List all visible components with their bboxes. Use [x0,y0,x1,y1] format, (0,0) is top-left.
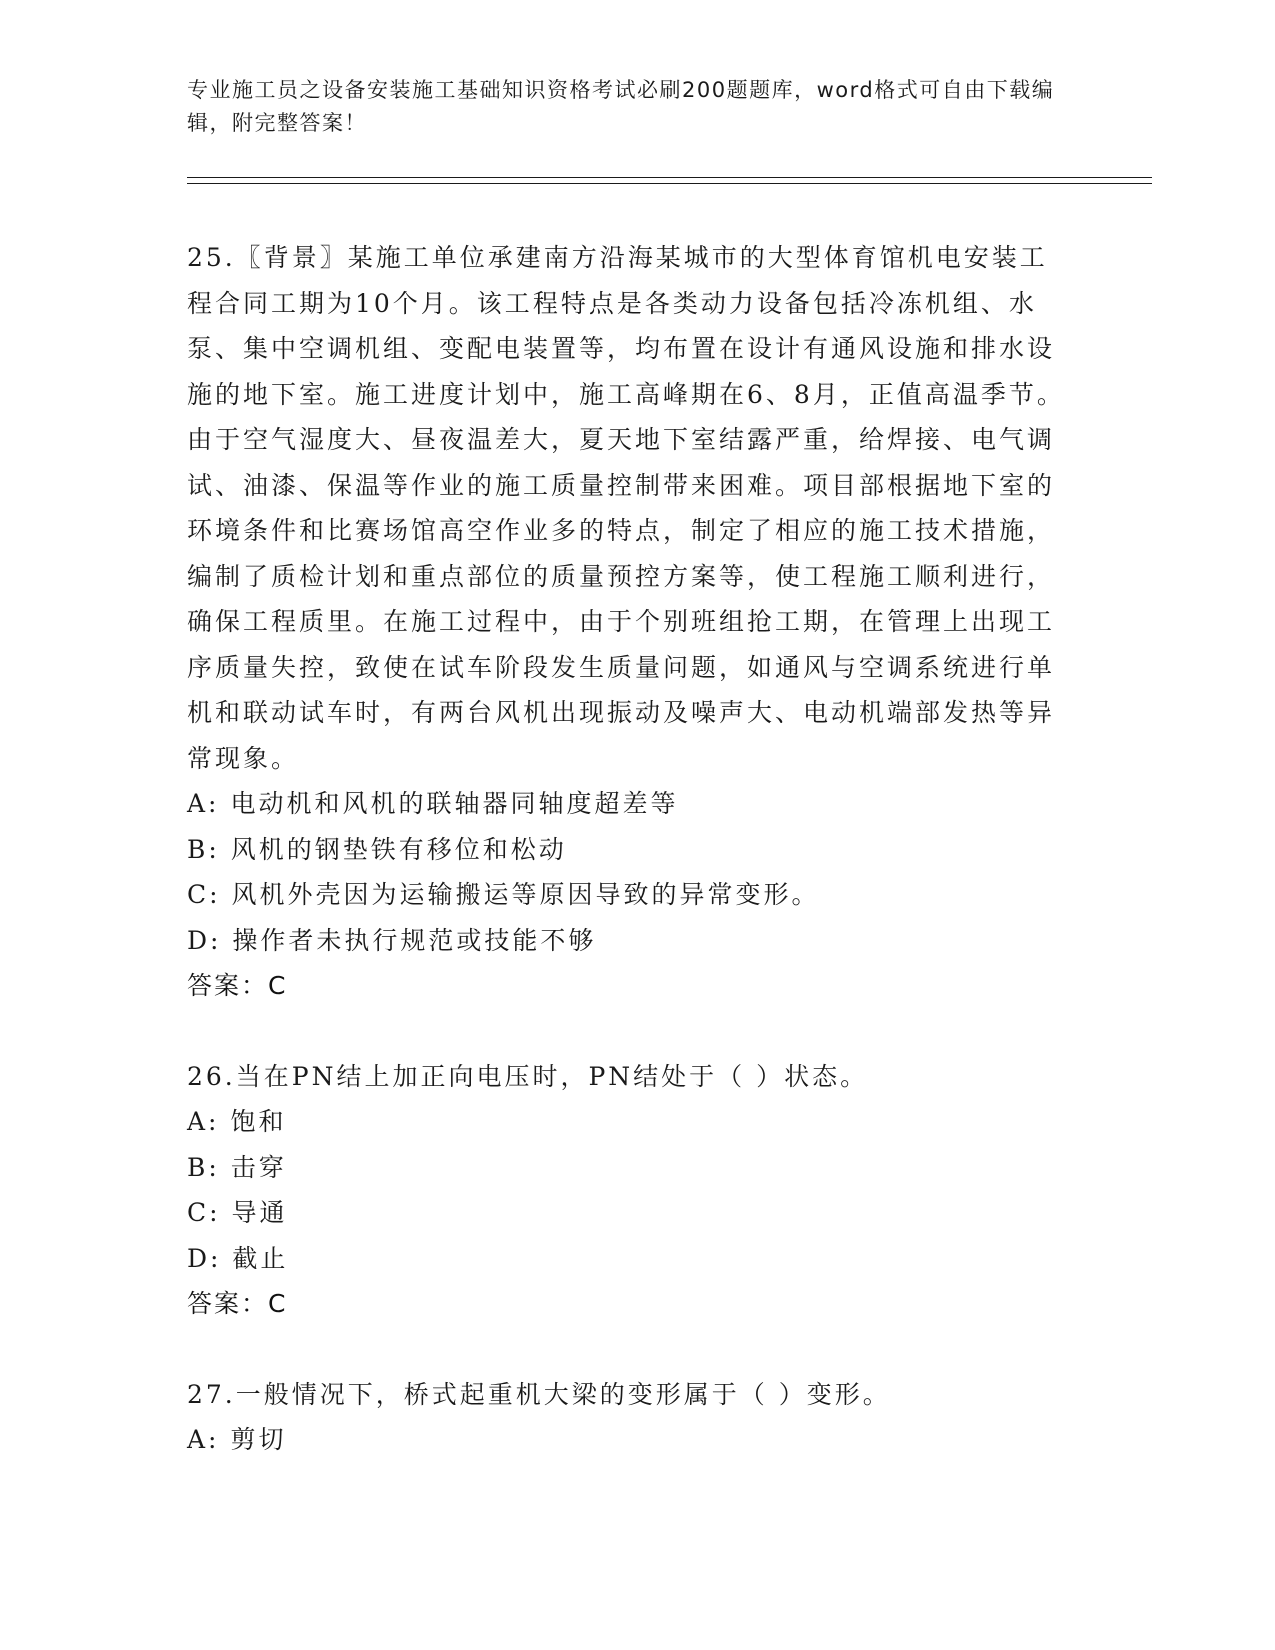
question-stem: 27.一般情况下，桥式起重机大梁的变形属于（ ）变形。 [187,1379,891,1409]
option-text: 击穿 [230,1152,287,1182]
option-c [187,1190,1072,1236]
option-key: B: [187,1152,220,1182]
option-a [187,1417,1072,1463]
header-divider-bottom [187,183,1152,184]
option-text: 操作者未执行规范或技能不够 [232,925,597,955]
option-text: 风机外壳因为运输搬运等原因导致的异常变形。 [231,880,820,909]
question-25 [187,235,1072,1009]
option-a [187,1099,1072,1145]
option-key: D: [187,1243,222,1273]
option-d [187,918,1072,964]
option-text: 剪切 [230,1425,287,1454]
option-key: D: [187,925,222,955]
option-text: 电动机和风机的联轴器同轴度超差等 [230,789,679,818]
option-text: 风机的钢垫铁有移位和松动 [230,834,567,864]
option-key: A: [187,789,220,818]
question-stem: 25.〖背景〗某施工单位承建南方沿海某城市的大型体育馆机电安装工程合同工期为10个月。该工程特点是各类动力设备包括冷冻机组、水泵、集中空调机组、变配电装置等，均布置在设计有通风设施和排水设施的地下室。施工进度计划中，施工高峰期在6、8月，正值高温季节。由于空气湿度大、昼夜温差大，夏天地下室结露严重，给焊接、电气调试、油漆、保温等作业的施工质量控制带来困难。项目部根据地下室的环境条件和比赛场馆高空作业多的特点，制定了相应的施工技术措施，编制了质检计划和重点部位的质量预控方案等，使工程施工顺利进行，确保工程质里。在施工过程中，由于个别班组抢工期，在管理上出现工序质量失控，致使在试车阶段发生质量问题，如通风与空调系统进行单机和联动试车时，有两台风机出现振动及噪声大、电动机端部发热等异常现象。 [187,243,1065,773]
option-c [187,872,1072,918]
option-key: A: [187,1107,220,1136]
question-26 [187,1054,1072,1327]
option-text: 饱和 [230,1107,287,1136]
question-spacer [187,1009,1072,1054]
option-text: 截止 [232,1243,289,1273]
option-a [187,781,1072,827]
answer-label: 答案：C [187,971,288,1000]
answer-label: 答案：C [187,1289,288,1318]
question-spacer [187,1327,1072,1372]
option-b [187,827,1072,873]
question-27 [187,1372,1072,1463]
document-header: 专业施工员之设备安装施工基础知识资格考试必刷200题题库，word格式可自由下载编辑，附完整答案！ [187,78,1055,135]
option-key: C: [187,1198,221,1227]
question-stem: 26.当在PN结上加正向电压时，PN结处于（ ）状态。 [187,1061,869,1091]
option-b [187,1145,1072,1191]
header-divider-top [187,177,1152,178]
option-d [187,1236,1072,1282]
option-key: B: [187,834,220,864]
question-list [187,235,1072,1463]
option-key: A: [187,1425,220,1454]
option-key: C: [187,880,221,909]
option-text: 导通 [231,1198,288,1227]
